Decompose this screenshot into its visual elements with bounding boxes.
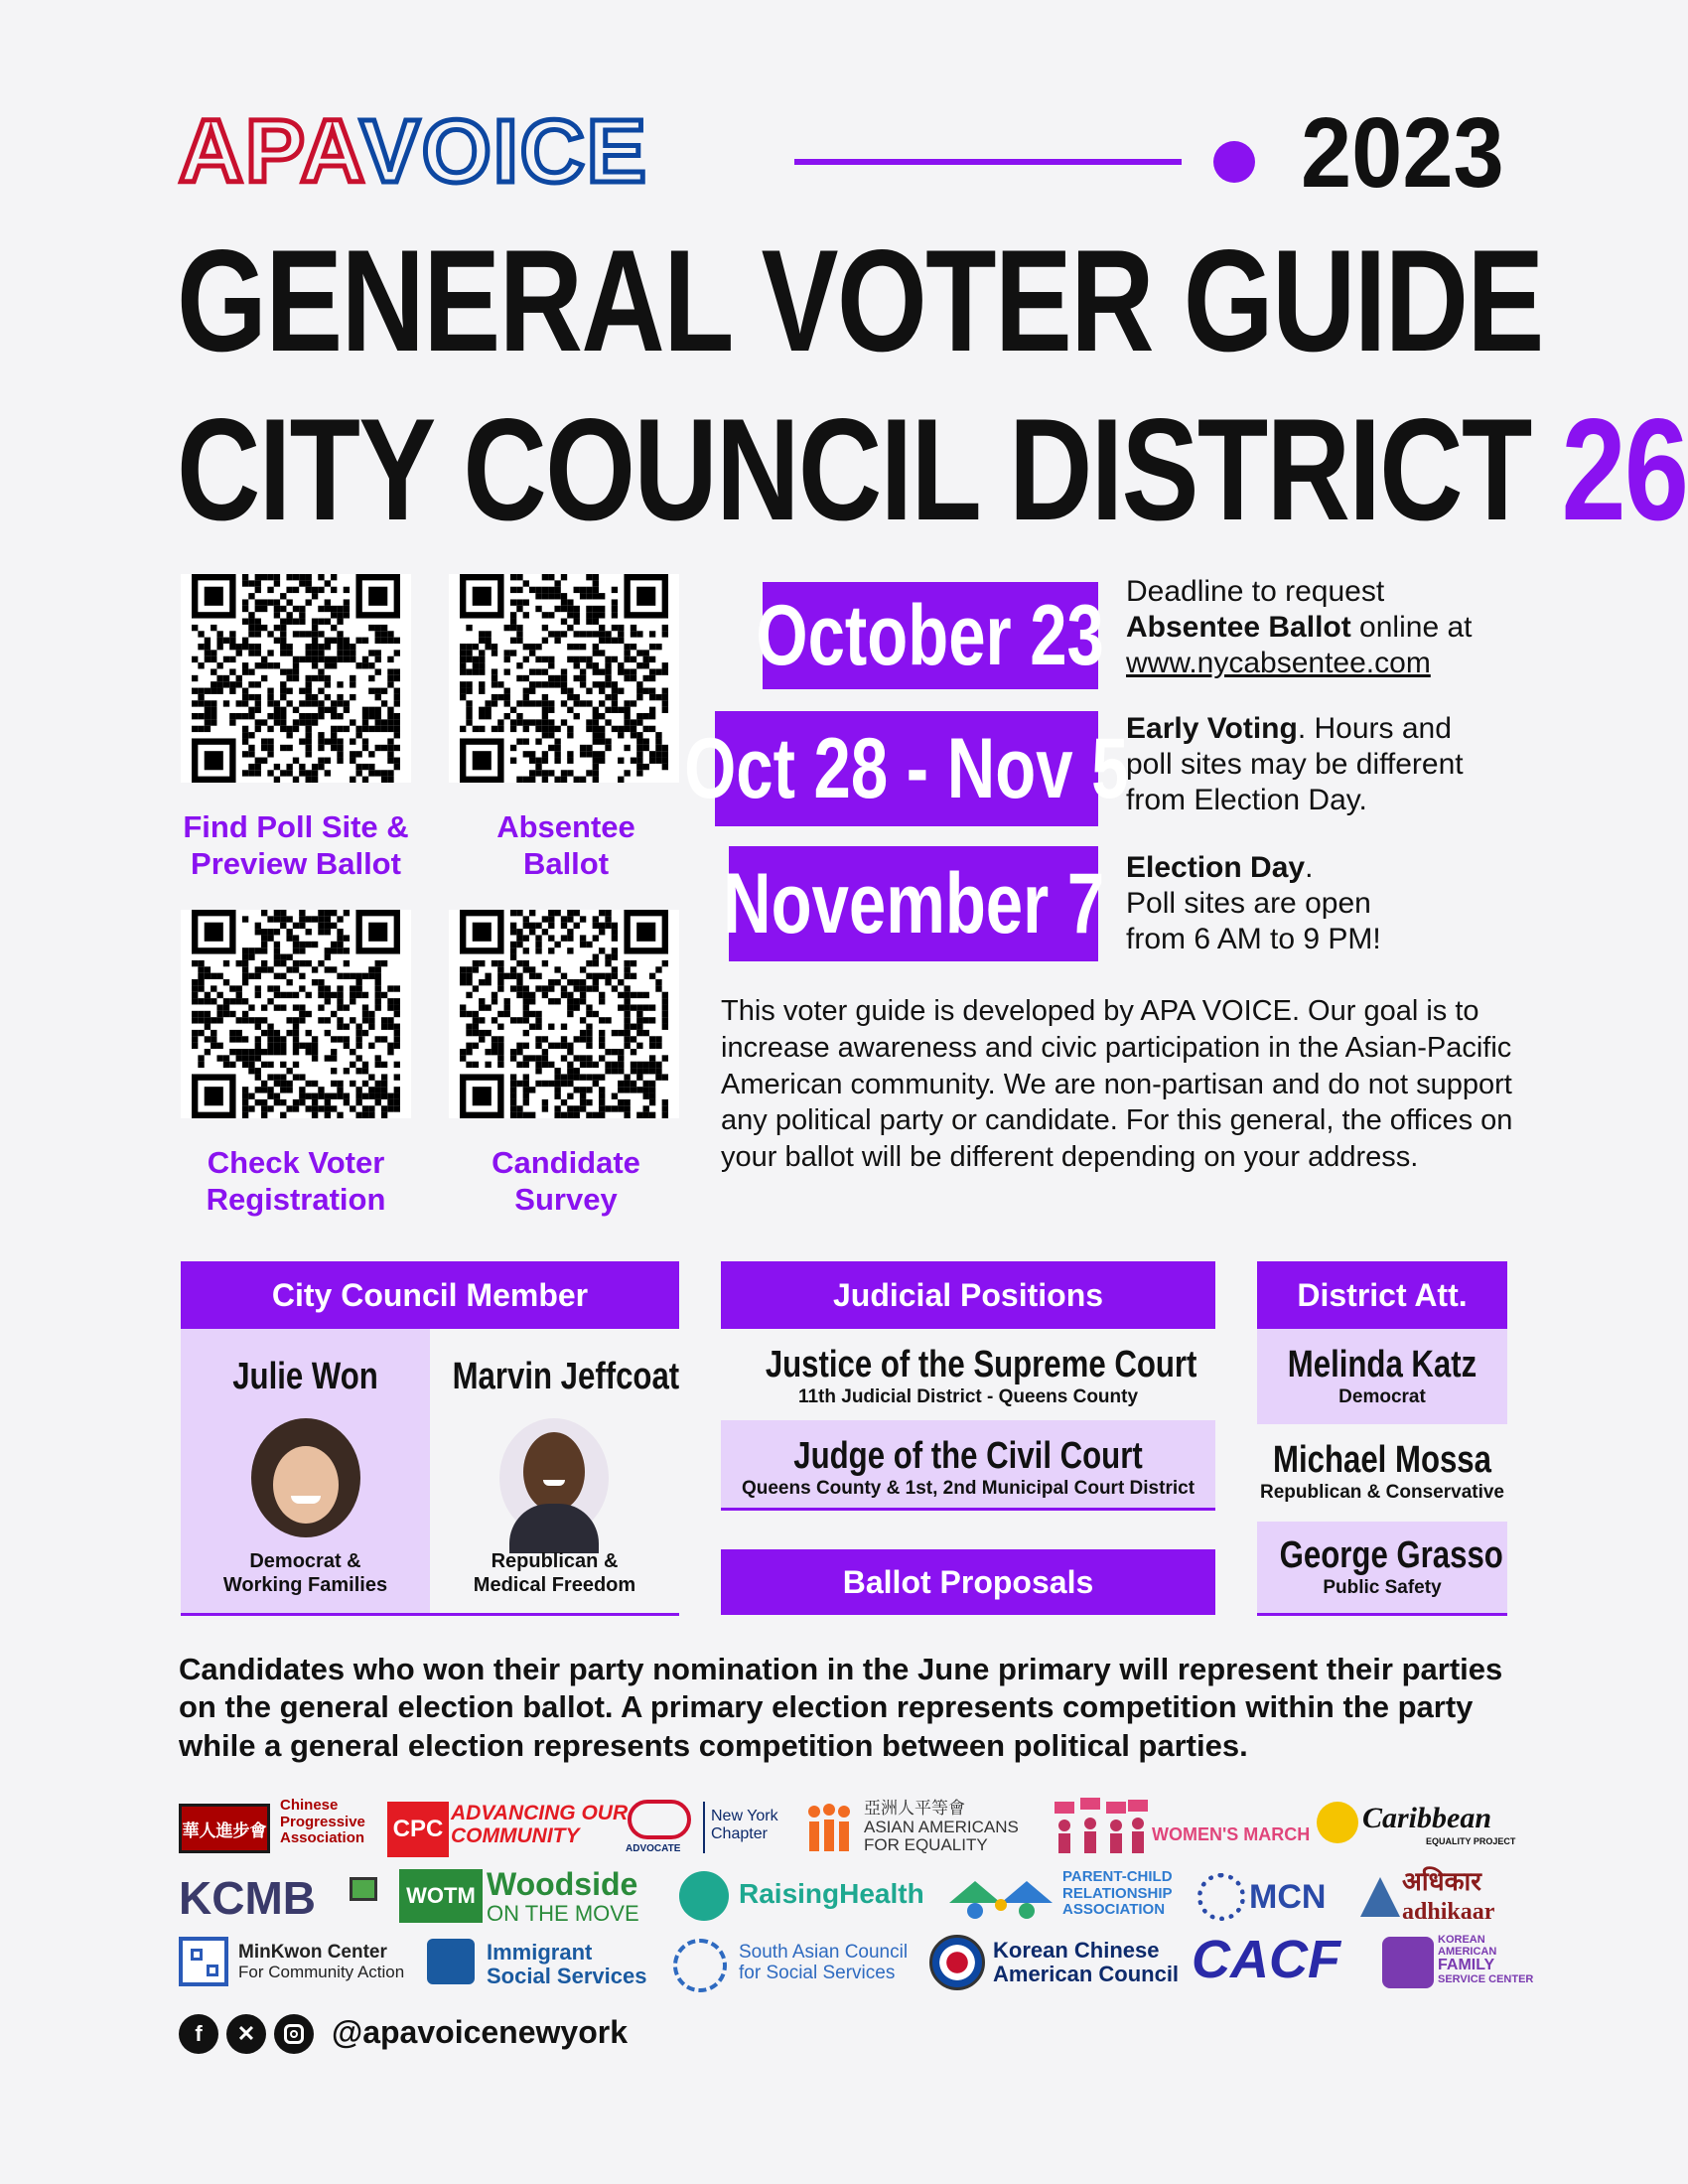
section-rule: [721, 1508, 1215, 1511]
kcac-icon: [929, 1935, 985, 1990]
woodside-icon: WOTM: [399, 1869, 483, 1923]
qr-code-poll-site[interactable]: [181, 574, 411, 783]
iss-icon: [427, 1939, 475, 1984]
caribbean-name: Caribbean: [1362, 1802, 1492, 1834]
woodside-name: Woodside ON THE MOVE: [487, 1866, 639, 1927]
election-day-text: Election Day. Poll sites are open from 6 AM to 9 PM!: [1126, 851, 1381, 955]
cpc-name: ADVANCING OUR COMMUNITY: [451, 1802, 629, 1848]
instagram-icon[interactable]: [274, 2014, 314, 2054]
district-attorney-heading: District Att.: [1257, 1261, 1507, 1329]
mcn-icon: [1197, 1873, 1245, 1921]
cacf-logo: CACF: [1192, 1930, 1340, 1989]
candidate-party: Republican & Medical Freedom: [473, 1550, 636, 1596]
candidate-party: Republican & Conservative: [1259, 1482, 1505, 1503]
qr-code-absentee[interactable]: [449, 574, 679, 783]
pcra-name: PARENT-CHILD RELATIONSHIP ASSOCIATION: [1062, 1868, 1173, 1918]
sacss-icon: [673, 1939, 727, 1992]
mcn-name: MCN: [1249, 1878, 1327, 1916]
cpa-logo: 華人進步會: [179, 1804, 270, 1853]
qr-code-registration[interactable]: [181, 910, 411, 1118]
qr-label-registration[interactable]: Check Voter Registration: [206, 1145, 386, 1218]
social-handle[interactable]: @apavoicenewyork: [332, 2014, 628, 2050]
candidate-name: Melinda Katz: [1287, 1344, 1477, 1385]
candidate-photo-marvin-jeffcoat: [499, 1418, 609, 1537]
advocate-icon: [628, 1800, 691, 1839]
aafe-name: 亞洲人平等會 ASIAN AMERICANS FOR EQUALITY: [864, 1799, 1019, 1855]
candidate-party: Public Safety: [1323, 1577, 1442, 1598]
aafe-icon: [804, 1802, 854, 1853]
city-council-heading: City Council Member: [181, 1261, 679, 1329]
ballot-proposals-heading: Ballot Proposals: [721, 1549, 1215, 1615]
absentee-deadline-text: Deadline to request Absentee Ballot online at www.nycabsentee.com: [1126, 574, 1543, 681]
advocate-name: New York Chapter: [711, 1808, 778, 1842]
candidate-party: Democrat & Working Families: [222, 1550, 388, 1596]
advocate-mark: ADVOCATE: [626, 1843, 681, 1854]
candidate-name: Michael Mossa: [1273, 1439, 1491, 1481]
district-title: CITY COUNCIL DISTRICT 26: [177, 388, 1688, 550]
advocate-divider: [703, 1802, 705, 1853]
nycabsentee-link[interactable]: www.nycabsentee.com: [1126, 647, 1431, 679]
qr-code-survey[interactable]: [449, 910, 679, 1118]
minkwon-icon: [179, 1937, 228, 1986]
header-line: [794, 159, 1182, 165]
position-subtitle: Queens County & 1st, 2nd Municipal Court District: [741, 1478, 1196, 1499]
candidate-photo-julie-won: [251, 1418, 360, 1537]
intro-paragraph: This voter guide is developed by APA VOICE. Our goal is to increase awareness and civic participation in the Asian-Pacific American community. We are non-partisan and do not support any political party or candidate. For this general, the offices on your ballot will be different depending on your address.: [721, 995, 1513, 1174]
early-voting-text: Early Voting. Hours and poll sites may be different from Election Day.: [1126, 712, 1464, 816]
position-title: Judge of the Civil Court: [793, 1435, 1143, 1477]
cpa-name: Chinese Progressive Association: [280, 1797, 365, 1846]
apavoice-logo: APAVOICE: [179, 102, 648, 202]
caribbean-bird-icon: [1317, 1802, 1358, 1843]
qr-label-poll-site[interactable]: Find Poll Site & Preview Ballot: [183, 809, 409, 882]
x-icon[interactable]: ✕: [226, 2014, 266, 2054]
cpc-logo: CPC: [387, 1802, 449, 1857]
year: 2023: [1301, 97, 1504, 209]
candidate-name: Marvin Jeffcoat: [452, 1356, 680, 1397]
raising-health-icon: [679, 1871, 729, 1921]
womens-march-name: WOMEN'S MARCH: [1152, 1824, 1311, 1844]
candidate-party: Democrat: [1338, 1386, 1426, 1407]
guide-title: GENERAL VOTER GUIDE: [177, 219, 1543, 381]
kcac-name: Korean Chinese American Council: [993, 1938, 1180, 1987]
judicial-heading: Judicial Positions: [721, 1261, 1215, 1329]
qr-label-absentee[interactable]: Absentee Ballot: [496, 809, 635, 882]
primary-explanation: Candidates who won their party nomination in the June primary will represent their parties on the general election ballot. A primary election represents competition within the party while a general election represents competition between political parties.: [179, 1652, 1503, 1763]
kcmb-icon: [350, 1877, 377, 1901]
candidate-name: George Grasso: [1279, 1534, 1503, 1576]
section-rule: [181, 1613, 679, 1616]
adhikaar-icon: [1360, 1877, 1400, 1917]
district-number: 26: [1561, 388, 1688, 550]
position-title: Justice of the Supreme Court: [765, 1344, 1197, 1385]
kafsc-icon: [1382, 1937, 1434, 1988]
caribbean-sub: EQUALITY PROJECT: [1426, 1836, 1516, 1846]
date-early-voting: Oct 28 - Nov 5: [715, 711, 1098, 826]
qr-label-survey[interactable]: Candidate Survey: [492, 1145, 640, 1218]
section-rule: [1257, 1613, 1507, 1616]
iss-name: Immigrant Social Services: [487, 1940, 647, 1989]
adhikaar-name: adhikaar: [1402, 1899, 1495, 1925]
pcra-icon: [949, 1873, 1053, 1923]
header-dot: [1213, 141, 1255, 183]
womens-march-icon: [1051, 1798, 1150, 1855]
raising-health-name: RaisingHealth: [739, 1878, 924, 1909]
date-november-7: November 7: [729, 846, 1098, 961]
date-october-23: October 23: [763, 582, 1098, 689]
sacss-name: South Asian Council for Social Services: [739, 1942, 909, 1983]
candidate-name: Julie Won: [232, 1356, 378, 1397]
kcmb-logo: KCMB: [179, 1872, 316, 1924]
facebook-icon[interactable]: f: [179, 2014, 218, 2054]
kafsc-name: KOREAN AMERICAN FAMILY SERVICE CENTER: [1438, 1934, 1534, 1985]
minkwon-name: MinKwon Center For Community Action: [238, 1942, 405, 1981]
adhikaar-hindi: अधिकार: [1402, 1866, 1481, 1896]
position-subtitle: 11th Judicial District - Queens County: [797, 1386, 1139, 1407]
